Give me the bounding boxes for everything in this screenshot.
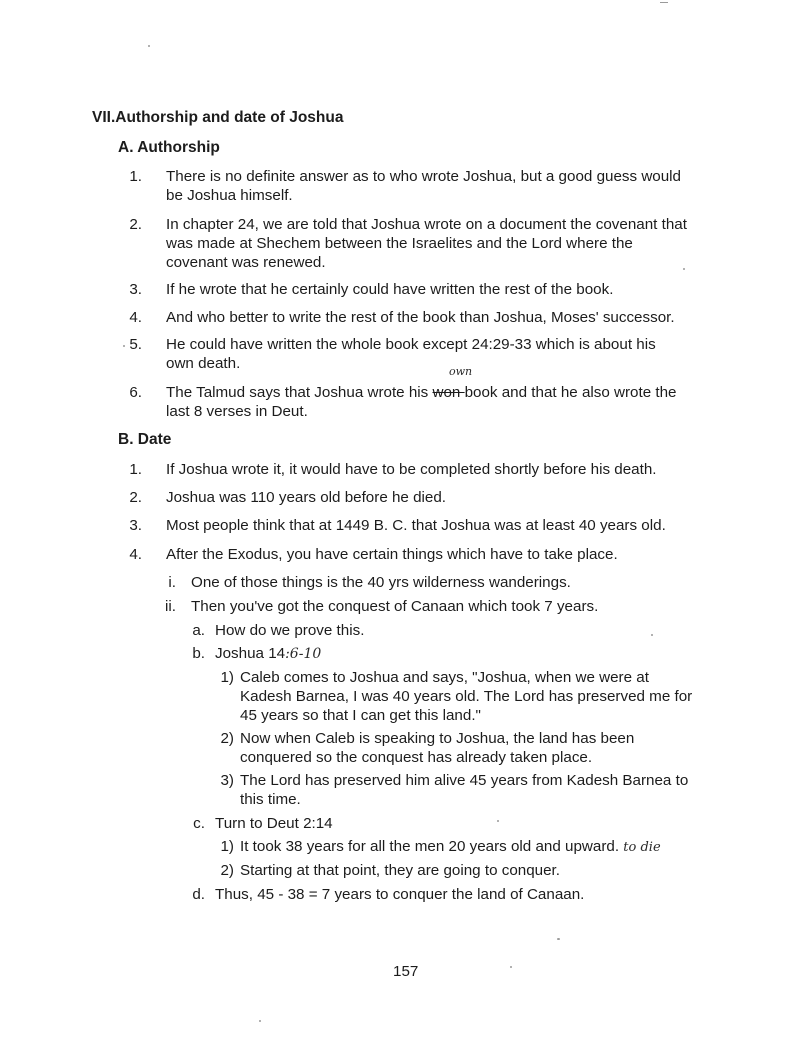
scan-speck [123, 345, 125, 347]
authorship-item-2-line-3: covenant was renewed. [166, 254, 326, 271]
authorship-item-3-line-1: If he wrote that he certainly could have written the rest of the book. [166, 281, 614, 298]
scan-speck [510, 966, 512, 968]
item-number: d. [192, 886, 205, 903]
sub-item-b-1-line-1: Caleb comes to Joshua and says, "Joshua, when we were at [240, 669, 649, 686]
item-number: 5. [129, 336, 142, 353]
scan-speck [651, 634, 653, 636]
sub-item-b-1-line-2: Kadesh Barnea, I was 40 years old. The Lord has preserved me for [240, 688, 693, 705]
item-number: 1. [129, 168, 142, 185]
authorship-item-2-line-1: In chapter 24, we are told that Joshua wrote on a document the covenant that [166, 216, 687, 233]
item-number: 1) [220, 669, 234, 686]
item-number: c. [193, 815, 205, 832]
authorship-item-6-line-2: last 8 verses in Deut. [166, 403, 308, 420]
handwritten-to-die-annotation: to die [623, 840, 661, 855]
letter-item-c-text: Turn to Deut 2:14 [215, 815, 333, 832]
item-number: 3. [129, 281, 142, 298]
item-number: b. [192, 645, 205, 662]
sub-item-b-2-line-2: conquered so the conquest has already taken place. [240, 749, 593, 766]
letter-b-reference: Joshua 14 [215, 645, 286, 662]
scan-speck [557, 938, 560, 940]
authorship-item-6-line-1 [166, 383, 677, 402]
item-number: 2. [129, 489, 142, 506]
date-item-1-text: If Joshua wrote it, it would have to be completed shortly before his death. [166, 461, 657, 478]
struck-word: won [432, 384, 465, 401]
authorship-heading: A. Authorship [118, 139, 220, 156]
item-number: 1. [129, 461, 142, 478]
handwritten-own-annotation: own [449, 365, 473, 378]
item-number: 6. [129, 384, 142, 401]
sub-item-c-2-text: Starting at that point, they are going to conquer. [240, 862, 560, 879]
sub-item-c-1-typed: It took 38 years for all the men 20 years old and upward. [240, 838, 620, 855]
item-number: 3) [220, 772, 234, 789]
date-item-3-text: Most people think that at 1449 B. C. that Joshua was at least 40 years old. [166, 517, 666, 534]
scan-speck [497, 820, 499, 822]
item-6-text-before: The Talmud says that Joshua wrote his [166, 384, 433, 401]
roman-item-ii-text: Then you've got the conquest of Canaan which took 7 years. [191, 598, 599, 615]
date-heading: B. Date [118, 431, 172, 448]
section-title: VII.Authorship and date of Joshua [92, 109, 344, 126]
item-6-text-after: book and that he also wrote the [464, 384, 677, 401]
handwritten-verse-annotation: :6-10 [285, 646, 322, 662]
scan-speck [683, 268, 685, 270]
authorship-item-5-line-1: He could have written the whole book except 24:29-33 which is about his [166, 336, 656, 353]
letter-item-b-text [215, 644, 321, 664]
sub-item-c-1-text [240, 837, 661, 857]
sub-item-b-1-line-3: 45 years so that I can get this land." [240, 707, 481, 724]
roman-item-i-text: One of those things is the 40 yrs wilderness wanderings. [191, 574, 571, 591]
item-number: 2) [220, 862, 234, 879]
authorship-item-2-line-2: was made at Shechem between the Israelites and the Lord where the [166, 235, 633, 252]
page-number: 157 [393, 963, 419, 980]
item-number: ii. [165, 598, 176, 615]
item-number: 1) [220, 838, 234, 855]
scan-speck [148, 45, 150, 47]
item-number: a. [192, 622, 205, 639]
item-number: i. [168, 574, 176, 591]
letter-item-d-text: Thus, 45 - 38 = 7 years to conquer the land of Canaan. [215, 886, 585, 903]
item-number: 3. [129, 517, 142, 534]
authorship-item-1-line-1: There is no definite answer as to who wrote Joshua, but a good guess would [166, 168, 681, 185]
date-item-2-text: Joshua was 110 years old before he died. [166, 489, 447, 506]
letter-item-a-text: How do we prove this. [215, 622, 365, 639]
authorship-item-5-line-2: own death. [166, 355, 241, 372]
sub-item-b-3-line-1: The Lord has preserved him alive 45 years from Kadesh Barnea to [240, 772, 689, 789]
item-number: 4. [129, 546, 142, 563]
scan-speck [259, 1020, 261, 1022]
sub-item-b-2-line-1: Now when Caleb is speaking to Joshua, the land has been [240, 730, 635, 747]
item-number: 4. [129, 309, 142, 326]
item-number: 2. [129, 216, 142, 233]
authorship-item-1-line-2: be Joshua himself. [166, 187, 293, 204]
date-item-4-text: After the Exodus, you have certain things which have to take place. [166, 546, 618, 563]
sub-item-b-3-line-2: this time. [240, 791, 301, 808]
authorship-item-4-line-1: And who better to write the rest of the book than Joshua, Moses' successor. [166, 309, 675, 326]
item-number: 2) [220, 730, 234, 747]
scan-speck [660, 2, 668, 3]
